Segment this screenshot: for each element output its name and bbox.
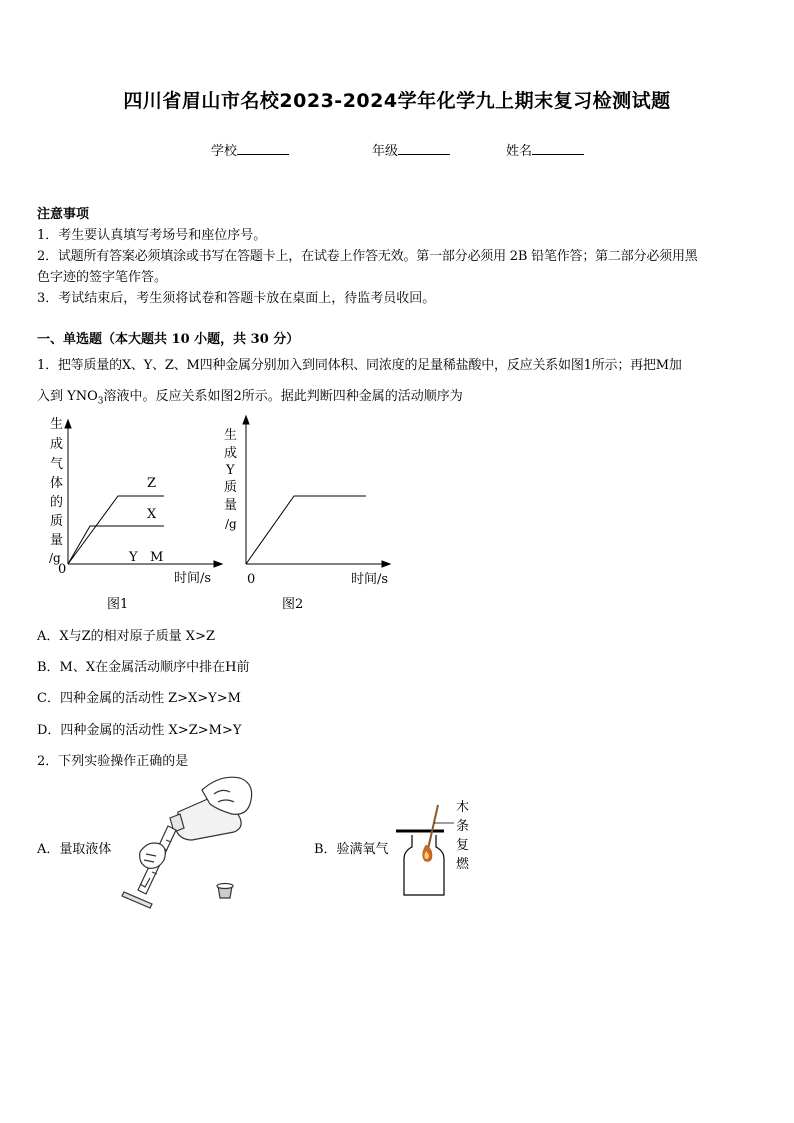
wood-label-char-2: 条 — [456, 819, 470, 834]
fig2-line — [246, 496, 366, 564]
fig2-caption: 图2 — [282, 597, 304, 612]
fig1-ylabel-char-6: 质 — [50, 514, 64, 529]
school-blank — [237, 142, 289, 155]
q1-stem-line1: 1．把等质量的X、Y、Z、M四种金属分别加入到同体积、同浓度的足量稀盐酸中，反应关系如图1所示；再把M加 — [37, 358, 682, 373]
stopper-top — [217, 884, 233, 889]
fig2-ylabel-char-4: 质 — [224, 480, 238, 495]
grade-blank — [398, 142, 450, 155]
q1-line2-post: 溶液中。反应关系如图2所示。据此判断四种金属的活动顺序为 — [103, 389, 463, 404]
fig1-ylabel-char-4: 体 — [50, 476, 64, 491]
fig1-y-arrow — [65, 420, 71, 428]
fig1-ylabel-char-7: 量 — [50, 533, 64, 548]
grade-field — [372, 140, 450, 159]
fig2-origin: 0 — [247, 572, 256, 587]
school-label: 学校 — [211, 144, 238, 159]
name-label: 姓名 — [506, 144, 533, 159]
name-blank — [532, 142, 584, 155]
fig1-xlabel: 时间/s — [174, 571, 212, 586]
cylinder-base — [122, 892, 152, 908]
fig1-origin: 0 — [58, 562, 67, 577]
q2-stem: 2．下列实验操作正确的是 — [37, 754, 189, 769]
measuring-liquid-illustration — [110, 770, 260, 910]
figure-2 — [218, 412, 398, 617]
fig1-ylabel-char-1: 生 — [50, 417, 64, 432]
name-field — [506, 140, 584, 159]
fig1-label-z: Z — [147, 476, 157, 491]
wood-splint-label — [456, 798, 472, 874]
fig2-ylabel-char-1: 生 — [224, 428, 238, 443]
q2-option-a: A．量取液体 — [37, 842, 112, 857]
notice-item-3: 3．考试结束后，考生须将试卷和答题卡放在桌面上，待监考员收回。 — [37, 291, 436, 306]
page-title: 四川省眉山市名校2023-2024学年化学九上期末复习检测试题 — [123, 90, 671, 112]
fig2-ylabel-char-6: /g — [225, 517, 237, 531]
q1-line2-pre: 入到 YNO — [37, 389, 98, 404]
wood-label-char-4: 燃 — [456, 857, 470, 872]
school-field — [211, 140, 289, 159]
q1-option-d: D．四种金属的活动性 X>Z>M>Y — [37, 723, 242, 738]
fig2-y-arrow — [243, 416, 249, 424]
gas-jar — [404, 835, 444, 895]
notice-item-1: 1．考生要认真填写考场号和座位序号。 — [37, 228, 267, 243]
fig1-label-m: M — [150, 550, 164, 565]
fig2-x-arrow — [382, 561, 390, 567]
fig1-label-x: X — [147, 507, 157, 522]
fig2-xlabel: 时间/s — [351, 572, 389, 587]
figure-1 — [40, 412, 230, 617]
fig1-label-y: Y — [129, 550, 138, 565]
fig2-ylabel-char-5: 量 — [224, 498, 238, 513]
fig1-ylabel-char-5: 的 — [50, 495, 64, 510]
notice-item-2-cont: 色字迹的签字笔作答。 — [37, 270, 168, 285]
q2-option-b: B．验满氧气 — [314, 842, 389, 857]
section-heading: 一、单选题（本大题共 10 小题，共 30 分） — [37, 332, 300, 347]
wood-label-char-1: 木 — [456, 800, 470, 815]
notice-heading: 注意事项 — [37, 207, 90, 222]
q1-option-b: B．M、X在金属活动顺序中排在H前 — [37, 660, 250, 675]
q1-option-a: A．X与Z的相对原子质量 X>Z — [37, 629, 215, 644]
fig2-ylabel-char-3: Y — [226, 463, 235, 478]
notice-item-2: 2．试题所有答案必须填涂或书写在答题卡上，在试卷上作答无效。第一部分必须用 2B 铅笔作答；第二部分必须用黑 — [37, 249, 698, 264]
fig2-ylabel-char-2: 成 — [224, 446, 238, 461]
fig1-ylabel-char-2: 成 — [50, 437, 64, 452]
q1-line2-sub: 3 — [97, 396, 104, 407]
fig1-ylabel-char-8: /g — [49, 551, 61, 565]
wood-label-char-3: 复 — [456, 838, 470, 853]
q1-stem-line2 — [37, 385, 463, 407]
fig1-ylabel-char-3: 气 — [50, 457, 64, 472]
q1-option-c: C．四种金属的活动性 Z>X>Y>M — [37, 691, 241, 706]
grade-label: 年级 — [372, 144, 399, 159]
fig1-caption: 图1 — [107, 597, 129, 612]
